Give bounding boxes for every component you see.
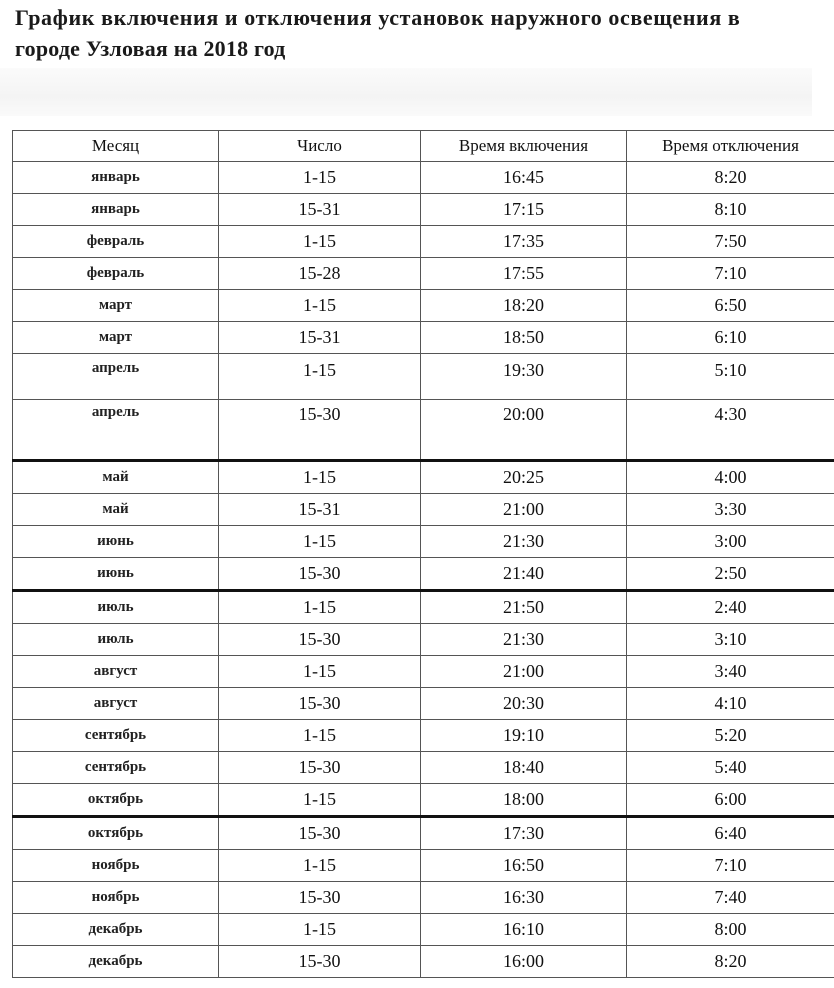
cell-off-time: 7:10 <box>627 850 834 882</box>
cell-on-time: 21:00 <box>421 656 627 688</box>
cell-off-time: 5:40 <box>627 752 834 784</box>
cell-off-time: 5:20 <box>627 720 834 752</box>
table-row <box>13 850 834 882</box>
cell-off-time: 2:50 <box>627 558 834 591</box>
cell-month: сентябрь <box>13 720 219 752</box>
cell-off-time: 6:40 <box>627 817 834 850</box>
cell-month: октябрь <box>13 817 219 850</box>
table-row <box>13 400 834 461</box>
table-row <box>13 322 834 354</box>
table-row <box>13 526 834 558</box>
cell-month: июль <box>13 591 219 624</box>
cell-on-time: 17:15 <box>421 194 627 226</box>
cell-month: ноябрь <box>13 882 219 914</box>
cell-date: 15-31 <box>219 194 421 226</box>
table-row <box>13 817 834 850</box>
cell-date: 1-15 <box>219 850 421 882</box>
cell-on-time: 16:00 <box>421 946 627 978</box>
table-row <box>13 624 834 656</box>
cell-date: 1-15 <box>219 290 421 322</box>
cell-on-time: 18:50 <box>421 322 627 354</box>
cell-off-time: 2:40 <box>627 591 834 624</box>
cell-off-time: 4:00 <box>627 461 834 494</box>
cell-off-time: 7:40 <box>627 882 834 914</box>
title-line-1: График включения и отключения установок наружного освещения в <box>15 5 741 30</box>
scan-shading <box>0 68 812 116</box>
cell-date: 15-30 <box>219 946 421 978</box>
cell-on-time: 18:40 <box>421 752 627 784</box>
cell-month: август <box>13 688 219 720</box>
cell-off-time: 7:10 <box>627 258 834 290</box>
cell-off-time: 3:10 <box>627 624 834 656</box>
cell-date: 15-30 <box>219 752 421 784</box>
cell-date: 1-15 <box>219 720 421 752</box>
table-row <box>13 354 834 400</box>
cell-month: июль <box>13 624 219 656</box>
table-row <box>13 226 834 258</box>
cell-off-time: 7:50 <box>627 226 834 258</box>
cell-off-time: 8:20 <box>627 162 834 194</box>
cell-date: 1-15 <box>219 461 421 494</box>
table-row <box>13 290 834 322</box>
cell-month: январь <box>13 194 219 226</box>
cell-month: декабрь <box>13 914 219 946</box>
cell-month: январь <box>13 162 219 194</box>
table-row <box>13 752 834 784</box>
cell-date: 15-28 <box>219 258 421 290</box>
table-row <box>13 946 834 978</box>
cell-off-time: 3:30 <box>627 494 834 526</box>
cell-off-time: 5:10 <box>627 354 834 400</box>
cell-off-time: 6:10 <box>627 322 834 354</box>
cell-off-time: 6:00 <box>627 784 834 817</box>
cell-on-time: 20:00 <box>421 400 627 461</box>
table-row <box>13 656 834 688</box>
cell-on-time: 21:40 <box>421 558 627 591</box>
cell-off-time: 8:10 <box>627 194 834 226</box>
table-row <box>13 162 834 194</box>
cell-date: 15-31 <box>219 322 421 354</box>
cell-on-time: 16:30 <box>421 882 627 914</box>
cell-on-time: 19:10 <box>421 720 627 752</box>
cell-on-time: 17:55 <box>421 258 627 290</box>
cell-date: 15-30 <box>219 400 421 461</box>
cell-month: март <box>13 290 219 322</box>
cell-off-time: 8:20 <box>627 946 834 978</box>
table-row <box>13 558 834 591</box>
table-row <box>13 784 834 817</box>
header-month: Месяц <box>13 131 219 162</box>
cell-month: февраль <box>13 258 219 290</box>
cell-on-time: 17:35 <box>421 226 627 258</box>
table-row <box>13 591 834 624</box>
cell-on-time: 18:20 <box>421 290 627 322</box>
cell-off-time: 3:40 <box>627 656 834 688</box>
cell-month: июнь <box>13 558 219 591</box>
cell-month: июнь <box>13 526 219 558</box>
table-body <box>13 162 834 978</box>
cell-on-time: 19:30 <box>421 354 627 400</box>
cell-date: 1-15 <box>219 914 421 946</box>
cell-on-time: 16:10 <box>421 914 627 946</box>
table-row <box>13 688 834 720</box>
cell-on-time: 21:00 <box>421 494 627 526</box>
cell-off-time: 6:50 <box>627 290 834 322</box>
cell-month: февраль <box>13 226 219 258</box>
table-row <box>13 461 834 494</box>
cell-month: апрель <box>13 354 219 400</box>
header-on-time: Время включения <box>421 131 627 162</box>
cell-month: май <box>13 461 219 494</box>
cell-month: декабрь <box>13 946 219 978</box>
cell-on-time: 20:30 <box>421 688 627 720</box>
cell-off-time: 4:30 <box>627 400 834 461</box>
cell-date: 15-30 <box>219 817 421 850</box>
cell-on-time: 17:30 <box>421 817 627 850</box>
header-date: Число <box>219 131 421 162</box>
header-off-time: Время отключения <box>627 131 834 162</box>
lighting-schedule-table <box>12 130 834 978</box>
cell-month: апрель <box>13 400 219 461</box>
cell-on-time: 21:30 <box>421 624 627 656</box>
cell-on-time: 21:30 <box>421 526 627 558</box>
cell-month: май <box>13 494 219 526</box>
table-row <box>13 494 834 526</box>
cell-date: 15-31 <box>219 494 421 526</box>
table-header-row <box>13 131 834 162</box>
cell-date: 15-30 <box>219 624 421 656</box>
cell-month: сентябрь <box>13 752 219 784</box>
cell-date: 15-30 <box>219 882 421 914</box>
cell-date: 1-15 <box>219 784 421 817</box>
table-row <box>13 882 834 914</box>
cell-on-time: 16:50 <box>421 850 627 882</box>
cell-month: октябрь <box>13 784 219 817</box>
table-row <box>13 258 834 290</box>
cell-date: 1-15 <box>219 526 421 558</box>
cell-date: 15-30 <box>219 688 421 720</box>
cell-month: март <box>13 322 219 354</box>
cell-date: 1-15 <box>219 162 421 194</box>
cell-month: август <box>13 656 219 688</box>
cell-off-time: 3:00 <box>627 526 834 558</box>
table-row <box>13 720 834 752</box>
cell-month: ноябрь <box>13 850 219 882</box>
cell-date: 1-15 <box>219 226 421 258</box>
cell-date: 1-15 <box>219 354 421 400</box>
cell-date: 15-30 <box>219 558 421 591</box>
cell-date: 1-15 <box>219 591 421 624</box>
title-line-2: городе Узловая на 2018 год <box>15 36 286 61</box>
table-row <box>13 914 834 946</box>
cell-on-time: 16:45 <box>421 162 627 194</box>
cell-date: 1-15 <box>219 656 421 688</box>
cell-off-time: 4:10 <box>627 688 834 720</box>
cell-on-time: 20:25 <box>421 461 627 494</box>
cell-off-time: 8:00 <box>627 914 834 946</box>
document-title <box>15 2 830 64</box>
cell-on-time: 21:50 <box>421 591 627 624</box>
table-row <box>13 194 834 226</box>
cell-on-time: 18:00 <box>421 784 627 817</box>
